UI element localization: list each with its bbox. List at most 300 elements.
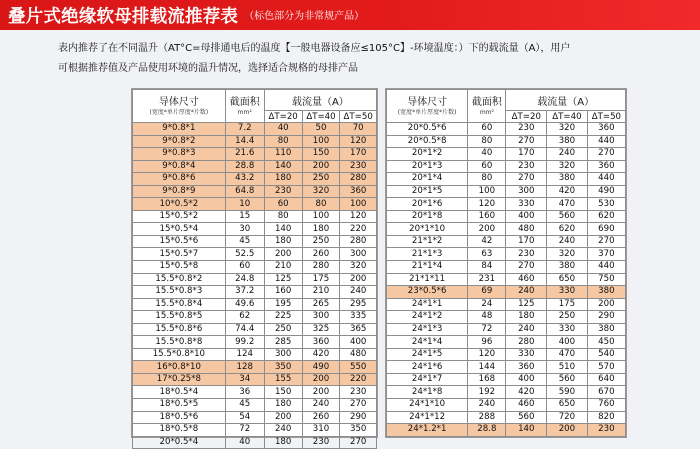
cell-size: 15.5*0.8*3 <box>133 286 226 299</box>
cell-dt20: 60 <box>264 198 302 211</box>
cell-dt40: 210 <box>302 286 340 299</box>
table-row <box>133 436 377 449</box>
cell-dt50: 230 <box>340 160 377 173</box>
cell-area: 240 <box>468 399 506 412</box>
cell-size: 20*1*6 <box>387 198 468 211</box>
cell-dt20: 280 <box>506 336 547 349</box>
cell-size: 20*1*3 <box>387 160 468 173</box>
table-row <box>133 248 377 261</box>
table-row <box>387 160 626 173</box>
cell-dt40: 400 <box>547 336 588 349</box>
cell-size: 24*1.2*1 <box>387 424 468 437</box>
cell-dt50: 350 <box>340 424 377 437</box>
cell-dt40: 260 <box>302 248 340 261</box>
header-size-label: 导体尺寸 <box>158 96 199 108</box>
cell-dt50: 70 <box>340 123 377 136</box>
header-dt40: ΔT=40 <box>547 111 588 123</box>
table-row <box>133 386 377 399</box>
title-bar <box>0 0 700 30</box>
cell-area: 128 <box>225 361 264 374</box>
cell-size: 20*1*5 <box>387 185 468 198</box>
cell-dt50: 230 <box>587 424 625 437</box>
cell-size: 24*1*5 <box>387 348 468 361</box>
cell-area: 42 <box>468 235 506 248</box>
cell-size: 21*1*3 <box>387 248 468 261</box>
cell-dt20: 420 <box>506 386 547 399</box>
table-row <box>133 373 377 386</box>
table-row <box>387 361 626 374</box>
cell-dt50: 120 <box>340 135 377 148</box>
cell-dt20: 300 <box>506 185 547 198</box>
cell-dt50: 620 <box>587 210 625 223</box>
table-row <box>133 198 377 211</box>
cell-dt40: 470 <box>547 198 588 211</box>
table-row <box>133 123 377 136</box>
table-row <box>133 361 377 374</box>
table-row <box>387 411 626 424</box>
cell-area: 52.5 <box>225 248 264 261</box>
cell-size: 20*0.5*4 <box>133 436 226 449</box>
header-area <box>468 90 506 123</box>
cell-dt20: 400 <box>506 373 547 386</box>
table-row <box>133 286 377 299</box>
cell-area: 69 <box>468 286 506 299</box>
cell-area: 14.4 <box>225 135 264 148</box>
cell-size: 15.5*0.8*2 <box>133 273 226 286</box>
cell-area: 100 <box>468 185 506 198</box>
cell-dt40: 420 <box>302 348 340 361</box>
cell-dt20: 200 <box>264 248 302 261</box>
table-row <box>387 235 626 248</box>
cell-dt50: 220 <box>340 373 377 386</box>
cell-dt40: 510 <box>547 361 588 374</box>
cell-dt50: 365 <box>340 323 377 336</box>
cell-dt20: 160 <box>264 286 302 299</box>
cell-area: 62 <box>225 311 264 324</box>
cell-dt20: 230 <box>506 123 547 136</box>
cell-dt50: 400 <box>340 336 377 349</box>
cell-dt40: 250 <box>302 173 340 186</box>
table-row <box>133 148 377 161</box>
cell-dt40: 240 <box>302 399 340 412</box>
cell-area: 28.8 <box>225 160 264 173</box>
cell-dt20: 180 <box>264 173 302 186</box>
cell-size: 24*1*6 <box>387 361 468 374</box>
cell-area: 30 <box>225 223 264 236</box>
cell-size: 15.5*0.8*4 <box>133 298 226 311</box>
cell-area: 74.4 <box>225 323 264 336</box>
cell-dt40: 325 <box>302 323 340 336</box>
cell-dt50: 270 <box>340 399 377 412</box>
cell-dt50: 640 <box>587 373 625 386</box>
cell-dt40: 200 <box>302 160 340 173</box>
cell-dt50: 360 <box>340 185 377 198</box>
table-row <box>133 323 377 336</box>
table-body-left <box>133 123 377 449</box>
cell-dt50: 120 <box>340 210 377 223</box>
cell-dt40: 420 <box>547 185 588 198</box>
cell-size: 24*1*10 <box>387 399 468 412</box>
cell-dt40: 265 <box>302 298 340 311</box>
cell-dt40: 200 <box>302 373 340 386</box>
cell-dt20: 140 <box>264 223 302 236</box>
cell-dt20: 140 <box>264 160 302 173</box>
cell-dt50: 820 <box>587 411 625 424</box>
cell-area: 40 <box>468 148 506 161</box>
cell-dt50: 440 <box>587 135 625 148</box>
cell-dt20: 270 <box>506 135 547 148</box>
cell-area: 120 <box>468 348 506 361</box>
cell-dt20: 330 <box>506 198 547 211</box>
cell-size: 15*0.5*7 <box>133 248 226 261</box>
cell-dt50: 270 <box>587 148 625 161</box>
page-subtitle: （标色部分为非常规产品） <box>244 11 365 22</box>
cell-area: 15 <box>225 210 264 223</box>
description-line-1: 表内推荐了在不同温升（AT°C=母排通电后的温度【一般电器设备应≤105°C】-环境温度：）下的载流量（A），用户 <box>58 43 571 54</box>
description-line-2: 可根据推荐值及产品使用环境的温升情况，选择适合规格的母排产品 <box>58 63 358 74</box>
cell-dt50: 360 <box>587 160 625 173</box>
table-row <box>133 311 377 324</box>
cell-dt20: 250 <box>264 323 302 336</box>
table-row <box>387 298 626 311</box>
cell-dt20: 400 <box>506 210 547 223</box>
cell-size: 10*0.5*2 <box>133 198 226 211</box>
header-dt50: ΔT=50 <box>587 111 625 123</box>
cell-dt50: 440 <box>587 173 625 186</box>
cell-size: 20*0.5*6 <box>387 123 468 136</box>
table-row <box>133 411 377 424</box>
cell-dt40: 470 <box>547 348 588 361</box>
cell-area: 288 <box>468 411 506 424</box>
table-body-right <box>387 123 626 437</box>
table-row <box>387 286 626 299</box>
cell-area: 40 <box>225 436 264 449</box>
cell-dt40: 80 <box>302 198 340 211</box>
cell-dt40: 720 <box>547 411 588 424</box>
cell-area: 28.8 <box>468 424 506 437</box>
cell-dt20: 360 <box>506 361 547 374</box>
cell-dt20: 210 <box>264 261 302 274</box>
cell-dt20: 350 <box>264 361 302 374</box>
cell-area: 60 <box>468 123 506 136</box>
cell-dt20: 180 <box>264 436 302 449</box>
cell-dt40: 180 <box>302 223 340 236</box>
cell-area: 34 <box>225 373 264 386</box>
cell-size: 24*1*7 <box>387 373 468 386</box>
header-dt50: ΔT=50 <box>340 111 377 123</box>
cell-dt50: 100 <box>340 198 377 211</box>
table-row <box>133 135 377 148</box>
cell-dt50: 335 <box>340 311 377 324</box>
cell-dt50: 490 <box>587 185 625 198</box>
cell-dt40: 240 <box>547 235 588 248</box>
cell-size: 23*0.5*6 <box>387 286 468 299</box>
cell-dt20: 330 <box>506 348 547 361</box>
cell-size: 9*0.8*4 <box>133 160 226 173</box>
cell-size: 20*1*8 <box>387 210 468 223</box>
table-row <box>387 185 626 198</box>
header-area-label: 截面积 <box>471 96 502 108</box>
cell-dt20: 300 <box>264 348 302 361</box>
cell-dt20: 80 <box>264 210 302 223</box>
cell-dt40: 200 <box>547 424 588 437</box>
table-row <box>387 424 626 437</box>
cell-area: 99.2 <box>225 336 264 349</box>
cell-dt50: 540 <box>587 348 625 361</box>
header-area <box>225 90 264 123</box>
cell-area: 231 <box>468 273 506 286</box>
cell-dt40: 380 <box>547 261 588 274</box>
header-capacity: 载流量（A） <box>264 90 376 111</box>
cell-area: 24 <box>468 298 506 311</box>
cell-dt40: 100 <box>302 210 340 223</box>
cell-area: 64.8 <box>225 185 264 198</box>
current-table-right <box>385 88 627 438</box>
cell-dt50: 440 <box>587 261 625 274</box>
cell-dt40: 280 <box>302 261 340 274</box>
cell-dt40: 320 <box>547 160 588 173</box>
cell-dt50: 750 <box>587 273 625 286</box>
header-dt40: ΔT=40 <box>302 111 340 123</box>
cell-size: 9*0.8*6 <box>133 173 226 186</box>
cell-dt20: 195 <box>264 298 302 311</box>
cell-dt50: 200 <box>340 273 377 286</box>
cell-dt40: 100 <box>302 135 340 148</box>
cell-size: 18*0.5*8 <box>133 424 226 437</box>
table-row <box>133 223 377 236</box>
cell-dt20: 180 <box>264 235 302 248</box>
cell-dt20: 200 <box>264 411 302 424</box>
table-row <box>387 135 626 148</box>
cell-area: 45 <box>225 399 264 412</box>
cell-area: 96 <box>468 336 506 349</box>
cell-size: 9*0.8*9 <box>133 185 226 198</box>
cell-area: 60 <box>468 160 506 173</box>
cell-dt20: 460 <box>506 273 547 286</box>
cell-size: 15.5*0.8*6 <box>133 323 226 336</box>
cell-size: 15*0.5*2 <box>133 210 226 223</box>
cell-area: 80 <box>468 135 506 148</box>
cell-dt20: 460 <box>506 399 547 412</box>
cell-dt40: 320 <box>547 248 588 261</box>
header-area-unit: mm² <box>237 108 252 116</box>
cell-area: 7.2 <box>225 123 264 136</box>
cell-dt40: 175 <box>302 273 340 286</box>
description <box>58 39 658 79</box>
cell-dt50: 200 <box>587 298 625 311</box>
cell-dt40: 590 <box>547 386 588 399</box>
cell-area: 24.8 <box>225 273 264 286</box>
cell-dt20: 170 <box>506 235 547 248</box>
cell-area: 84 <box>468 261 506 274</box>
cell-area: 48 <box>468 311 506 324</box>
cell-dt40: 620 <box>547 223 588 236</box>
table-row <box>387 323 626 336</box>
cell-dt40: 260 <box>302 411 340 424</box>
cell-area: 80 <box>468 173 506 186</box>
header-size <box>387 90 468 123</box>
cell-size: 9*0.8*3 <box>133 148 226 161</box>
table-row <box>133 210 377 223</box>
cell-dt50: 370 <box>587 248 625 261</box>
table-row <box>387 336 626 349</box>
cell-area: 192 <box>468 386 506 399</box>
cell-area: 160 <box>468 210 506 223</box>
cell-area: 36 <box>225 386 264 399</box>
cell-dt40: 560 <box>547 210 588 223</box>
cell-area: 43.2 <box>225 173 264 186</box>
cell-size: 15*0.5*8 <box>133 261 226 274</box>
table-row <box>133 399 377 412</box>
cell-dt50: 480 <box>340 348 377 361</box>
table-row <box>133 173 377 186</box>
cell-dt50: 570 <box>587 361 625 374</box>
cell-size: 18*0.5*6 <box>133 411 226 424</box>
cell-dt20: 125 <box>506 298 547 311</box>
table-row <box>133 336 377 349</box>
table-row <box>133 424 377 437</box>
cell-dt50: 240 <box>340 286 377 299</box>
table-row <box>387 273 626 286</box>
table-row <box>133 235 377 248</box>
cell-dt50: 220 <box>340 223 377 236</box>
header-size <box>133 90 226 123</box>
cell-dt20: 40 <box>264 123 302 136</box>
cell-dt20: 480 <box>506 223 547 236</box>
cell-dt40: 175 <box>547 298 588 311</box>
cell-dt40: 650 <box>547 273 588 286</box>
table-row <box>133 185 377 198</box>
cell-dt20: 180 <box>506 311 547 324</box>
cell-area: 49.6 <box>225 298 264 311</box>
cell-size: 20*1*10 <box>387 223 468 236</box>
cell-dt50: 690 <box>587 223 625 236</box>
header-size-note: (宽度*单片厚度*片数) <box>397 108 457 116</box>
cell-size: 9*0.8*1 <box>133 123 226 136</box>
cell-size: 15*0.5*6 <box>133 235 226 248</box>
cell-dt20: 240 <box>506 286 547 299</box>
cell-area: 37.2 <box>225 286 264 299</box>
cell-dt20: 230 <box>506 160 547 173</box>
header-size-note: (宽度*单片厚度*片数) <box>149 108 209 116</box>
cell-dt40: 310 <box>302 424 340 437</box>
cell-size: 21*1*4 <box>387 261 468 274</box>
cell-dt40: 250 <box>302 235 340 248</box>
table-row <box>133 273 377 286</box>
table-row <box>387 348 626 361</box>
cell-dt50: 270 <box>340 436 377 449</box>
table-row <box>387 123 626 136</box>
table-row <box>133 348 377 361</box>
cell-size: 15.5*0.8*10 <box>133 348 226 361</box>
table-row <box>387 210 626 223</box>
cell-dt40: 50 <box>302 123 340 136</box>
cell-dt40: 240 <box>547 148 588 161</box>
cell-area: 60 <box>225 261 264 274</box>
cell-dt20: 140 <box>506 424 547 437</box>
cell-dt40: 650 <box>547 399 588 412</box>
cell-area: 72 <box>225 424 264 437</box>
cell-area: 63 <box>468 248 506 261</box>
header-size-label: 导体尺寸 <box>407 96 448 108</box>
cell-dt20: 150 <box>264 386 302 399</box>
header-dt20: ΔT=20 <box>506 111 547 123</box>
cell-dt40: 490 <box>302 361 340 374</box>
cell-dt20: 560 <box>506 411 547 424</box>
cell-dt20: 240 <box>506 323 547 336</box>
cell-area: 10 <box>225 198 264 211</box>
cell-dt50: 450 <box>587 336 625 349</box>
cell-dt50: 530 <box>587 198 625 211</box>
cell-dt40: 320 <box>302 185 340 198</box>
cell-dt40: 250 <box>547 311 588 324</box>
cell-dt50: 280 <box>340 173 377 186</box>
cell-size: 21*1*11 <box>387 273 468 286</box>
cell-size: 20*0.5*8 <box>387 135 468 148</box>
cell-size: 24*1*12 <box>387 411 468 424</box>
cell-area: 45 <box>225 235 264 248</box>
cell-dt40: 330 <box>547 286 588 299</box>
cell-dt50: 550 <box>340 361 377 374</box>
cell-dt40: 380 <box>547 135 588 148</box>
cell-area: 168 <box>468 373 506 386</box>
cell-area: 144 <box>468 361 506 374</box>
cell-size: 21*1*2 <box>387 235 468 248</box>
cell-size: 15*0.5*4 <box>133 223 226 236</box>
table-row <box>387 248 626 261</box>
cell-dt50: 760 <box>587 399 625 412</box>
cell-dt40: 300 <box>302 311 340 324</box>
table-row <box>133 261 377 274</box>
table-row <box>133 160 377 173</box>
cell-dt50: 380 <box>587 286 625 299</box>
cell-size: 15.5*0.8*8 <box>133 336 226 349</box>
cell-dt20: 80 <box>264 135 302 148</box>
cell-size: 16*0.8*10 <box>133 361 226 374</box>
cell-dt20: 285 <box>264 336 302 349</box>
cell-area: 200 <box>468 223 506 236</box>
cell-size: 24*1*8 <box>387 386 468 399</box>
cell-size: 17*0.25*8 <box>133 373 226 386</box>
page-title: 叠片式绝缘软母排载流推荐表 <box>8 7 239 27</box>
cell-size: 15.5*0.8*5 <box>133 311 226 324</box>
cell-dt40: 230 <box>302 436 340 449</box>
cell-dt40: 200 <box>302 386 340 399</box>
cell-size: 20*1*4 <box>387 173 468 186</box>
cell-dt50: 170 <box>340 148 377 161</box>
cell-dt40: 360 <box>302 336 340 349</box>
cell-dt20: 230 <box>264 185 302 198</box>
cell-dt20: 125 <box>264 273 302 286</box>
cell-dt40: 150 <box>302 148 340 161</box>
cell-area: 21.6 <box>225 148 264 161</box>
cell-dt40: 330 <box>547 323 588 336</box>
table-row <box>387 399 626 412</box>
cell-dt50: 270 <box>587 235 625 248</box>
cell-dt20: 230 <box>506 248 547 261</box>
current-table-left <box>131 88 378 447</box>
table-row <box>387 173 626 186</box>
cell-dt50: 320 <box>340 261 377 274</box>
cell-dt20: 225 <box>264 311 302 324</box>
cell-dt40: 560 <box>547 373 588 386</box>
cell-dt20: 170 <box>506 148 547 161</box>
cell-dt50: 380 <box>587 323 625 336</box>
cell-size: 18*0.5*5 <box>133 399 226 412</box>
cell-area: 72 <box>468 323 506 336</box>
cell-size: 9*0.8*2 <box>133 135 226 148</box>
cell-size: 24*1*1 <box>387 298 468 311</box>
